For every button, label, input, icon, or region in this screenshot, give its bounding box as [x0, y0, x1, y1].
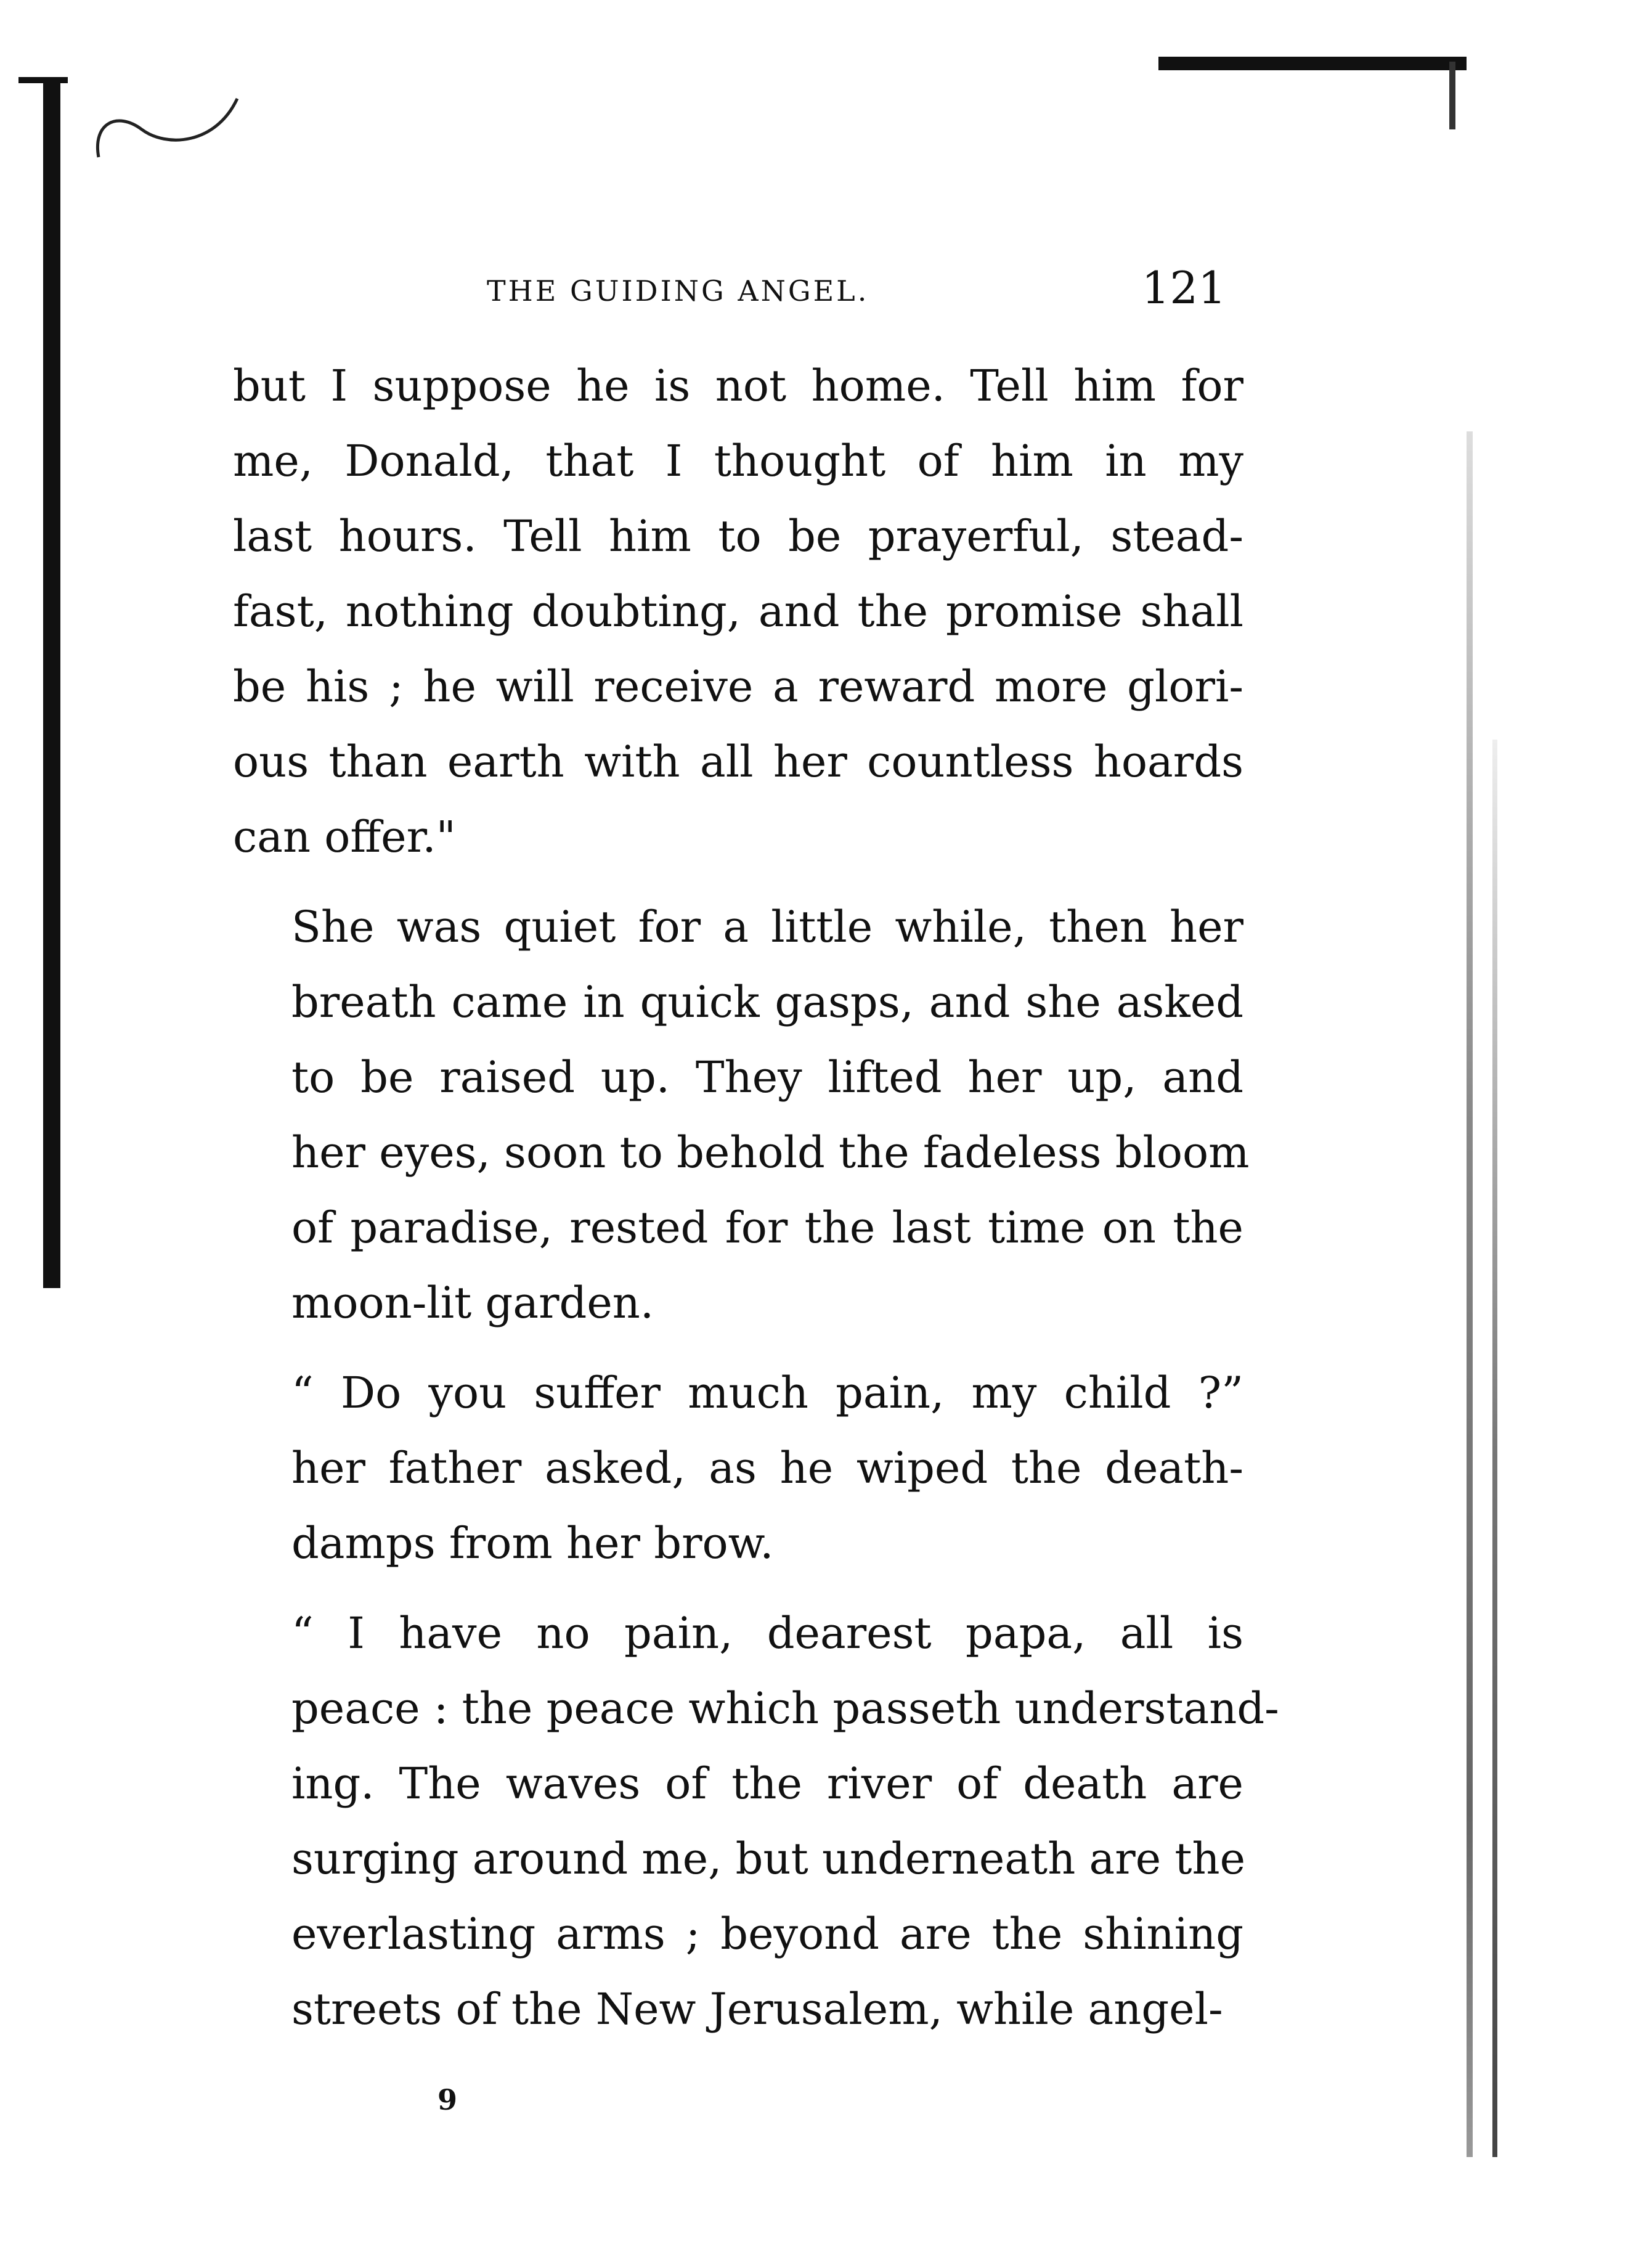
text-line: her eyes, soon to behold the fadeless bloom — [291, 1127, 1250, 1178]
text-line: me, Donald, that I thought of him in my — [233, 436, 1243, 486]
paragraph — [233, 889, 1250, 1340]
pencil-scribble — [92, 86, 253, 166]
text-line: She was quiet for a little while, then her — [291, 902, 1243, 952]
page-header — [487, 262, 1226, 324]
text-line: “ I have no pain, dearest papa, all is — [291, 1608, 1243, 1658]
text-line: breath came in quick gasps, and she asked — [291, 977, 1243, 1027]
paragraph — [233, 1596, 1279, 2047]
text-line: peace : the peace which passeth understand- — [291, 1683, 1279, 1734]
body-text — [233, 348, 1279, 2062]
text-line: but I suppose he is not home. Tell him for — [233, 361, 1243, 411]
scan-right-edge — [1467, 431, 1473, 2157]
text-line: to be raised up. They lifted her up, and — [291, 1052, 1243, 1103]
text-line: last hours. Tell him to be prayerful, stead- — [233, 511, 1243, 561]
text-line: everlasting arms ; beyond are the shining — [291, 1909, 1243, 1959]
text-line: streets of the New Jerusalem, while angel- — [291, 1984, 1223, 2034]
signature-mark: 9 — [437, 2083, 458, 2116]
text-line: be his ; he will receive a reward more glori- — [233, 661, 1243, 712]
text-line: ing. The waves of the river of death are — [291, 1758, 1243, 1809]
text-line: surging around me, but underneath are the — [291, 1834, 1246, 1884]
scan-binding-shadow — [43, 80, 60, 1288]
page-number: 121 — [1141, 262, 1226, 314]
text-line: moon-lit garden. — [291, 1278, 654, 1328]
running-title: THE GUIDING ANGEL. — [487, 274, 869, 308]
text-line: of paradise, rested for the last time on the — [291, 1202, 1243, 1253]
scan-right-edge-inner — [1492, 740, 1497, 2157]
paragraph — [233, 348, 1243, 875]
scan-top-rule — [1158, 57, 1467, 70]
text-line: “ Do you suffer much pain, my child ?” — [291, 1368, 1243, 1418]
text-line: can offer." — [233, 812, 456, 862]
text-line: ous than earth with all her countless hoards — [233, 736, 1243, 787]
text-line: her father asked, as he wiped the death- — [291, 1443, 1243, 1493]
paragraph — [233, 1355, 1243, 1581]
text-line: fast, nothing doubting, and the promise shall — [233, 586, 1243, 637]
text-line: damps from her brow. — [291, 1518, 774, 1568]
scan-corner-mark — [1449, 62, 1455, 129]
